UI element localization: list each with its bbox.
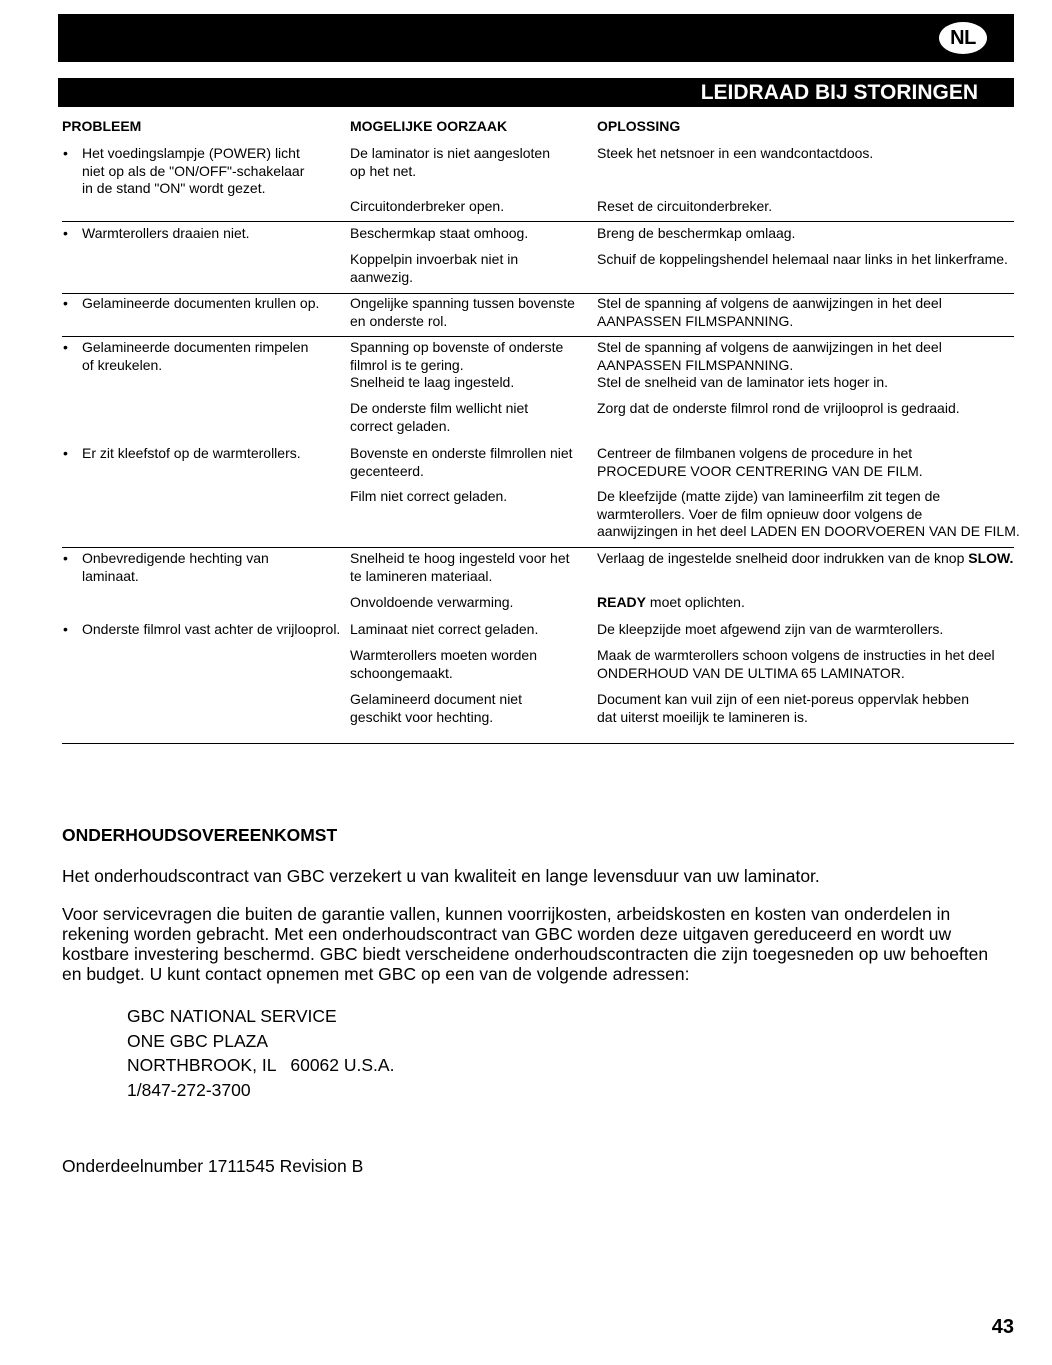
problem-text: • Warmterollers draaien niet. — [82, 225, 250, 243]
maintenance-intro: Het onderhoudscontract van GBC verzekert u van kwaliteit en lange levensduur van uw laminator. — [62, 866, 820, 886]
solution-text: Breng de beschermkap omlaag. — [597, 225, 796, 241]
solution-text — [597, 550, 1013, 568]
cause-text: De laminator is niet aangesloten op het net. — [350, 145, 551, 179]
cause-text: Snelheid te hoog ingesteld voor het te lamineren materiaal. — [350, 550, 570, 584]
cause-text: Film niet correct geladen. — [350, 488, 508, 504]
cause-text: Spanning op bovenste of onderste filmrol is te gering. Snelheid te laag ingesteld. — [350, 339, 564, 390]
solution-text: Stel de spanning af volgens de aanwijzingen in het deel AANPASSEN FILMSPANNING. Stel de snelheid van de laminator iets hoger in. — [597, 339, 942, 390]
cause-text: Koppelpin invoerbak niet in aanwezig. — [350, 251, 519, 285]
problem-text: • Onderste filmrol vast achter de vrijlooprol. — [82, 621, 340, 639]
row-divider — [62, 293, 1014, 294]
column-header-cause: MOGELIJKE OORZAAK — [350, 118, 508, 134]
address-block — [127, 1004, 394, 1103]
solution-text: Zorg dat de onderste filmrol rond de vrijlooprol is gedraaid. — [597, 400, 960, 416]
solution-text: Reset de circuitonderbreker. — [597, 198, 773, 214]
cause-text: Beschermkap staat omhoog. — [350, 225, 529, 241]
row-divider — [62, 547, 1014, 548]
solution-text — [597, 594, 745, 612]
column-header-problem: PROBLEEM — [62, 118, 142, 134]
address-line: GBC NATIONAL SERVICE — [127, 1006, 337, 1026]
solution-text: Document kan vuil zijn of een niet-poreus oppervlak hebben dat uiterst moeilijk te lamineren is. — [597, 691, 970, 725]
section-title-bar — [58, 78, 1014, 107]
solution-text: De kleefzijde (matte zijde) van lamineerfilm zit tegen de warmterollers. Voer de film opnieuw door volgens de aanwijzingen in het deel LADEN EN DOORVOEREN VAN DE FILM. — [597, 488, 1020, 539]
row-divider — [62, 743, 1014, 744]
address-line: ONE GBC PLAZA — [127, 1030, 269, 1051]
problem-text: • Er zit kleefstof op de warmterollers. — [82, 445, 301, 463]
solution-text: Stel de spanning af volgens de aanwijzingen in het deel AANPASSEN FILMSPANNING. — [597, 295, 942, 329]
solution-text: Centreer de filmbanen volgens de procedure in het PROCEDURE VOOR CENTRERING VAN DE FILM. — [597, 445, 923, 479]
emphasis-text: READY — [597, 594, 647, 610]
solution-text: Schuif de koppelingshendel helemaal naar links in het linkerframe. — [597, 251, 1008, 267]
row-divider — [62, 221, 1014, 222]
cause-text: Bovenste en onderste filmrollen niet gecenteerd. — [350, 445, 573, 479]
address-line: NORTHBROOK, IL 60062 U.S.A. — [127, 1055, 395, 1076]
section-title: LEIDRAAD BIJ STORINGEN — [700, 81, 978, 104]
cause-text: De onderste film wellicht niet correct geladen. — [350, 400, 529, 434]
cause-text: Onvoldoende verwarming. — [350, 594, 514, 610]
problem-text: • Gelamineerde documenten rimpelen of kreukelen. — [82, 339, 308, 374]
solution-text: Maak de warmterollers schoon volgens de instructies in het deel ONDERHOUD VAN DE ULTIMA 65 LAMINATOR. — [597, 647, 995, 681]
cause-text: Gelamineerd document niet geschikt voor hechting. — [350, 691, 522, 725]
maintenance-heading: ONDERHOUDSOVEREENKOMST — [62, 825, 338, 845]
cause-text: Ongelijke spanning tussen bovenste en onderste rol. — [350, 295, 575, 329]
problem-text: • Gelamineerde documenten krullen op. — [82, 295, 319, 313]
address-line: 1/847-272-3700 — [127, 1080, 251, 1101]
emphasis-text: SLOW. — [968, 550, 1014, 566]
problem-text: • Het voedingslampje (POWER) licht niet op als de "ON/OFF"-schakelaar in de stand "ON" wordt gezet. — [82, 145, 304, 198]
part-number: Onderdeelnumber 1711545 Revision B — [62, 1156, 364, 1176]
column-header-solution: OPLOSSING — [597, 118, 681, 134]
header-bar — [58, 14, 1014, 62]
solution-text-part: Verlaag de ingestelde snelheid door indrukken van de knop — [597, 550, 969, 566]
cause-text: Warmterollers moeten worden schoongemaakt. — [350, 647, 537, 681]
cause-text: Circuitonderbreker open. — [350, 198, 505, 214]
solution-text: De kleepzijde moet afgewend zijn van de warmterollers. — [597, 621, 944, 637]
language-badge: NL — [939, 22, 987, 54]
cause-text: Laminaat niet correct geladen. — [350, 621, 539, 637]
page-number: 43 — [991, 1316, 1014, 1338]
row-divider — [62, 336, 1014, 337]
solution-text: Steek het netsnoer in een wandcontactdoos. — [597, 145, 874, 161]
problem-text: • Onbevredigende hechting van laminaat. — [82, 550, 269, 585]
maintenance-body: Voor servicevragen die buiten de garantie vallen, kunnen voorrijkosten, arbeidskosten en kosten van onderdelen in rekening worden gebracht. Met een onderhoudscontract van GBC worden deze uitgaven gereduceerd en wordt uw kostbare investering beschermd. GBC biedt verscheidene onderhoudscontracten die zijn toegesneden op uw behoeften en budget. U kunt contact opnemen met GBC op een van de volgende adressen: — [62, 904, 989, 984]
solution-text-part: moet oplichten. — [646, 594, 745, 610]
